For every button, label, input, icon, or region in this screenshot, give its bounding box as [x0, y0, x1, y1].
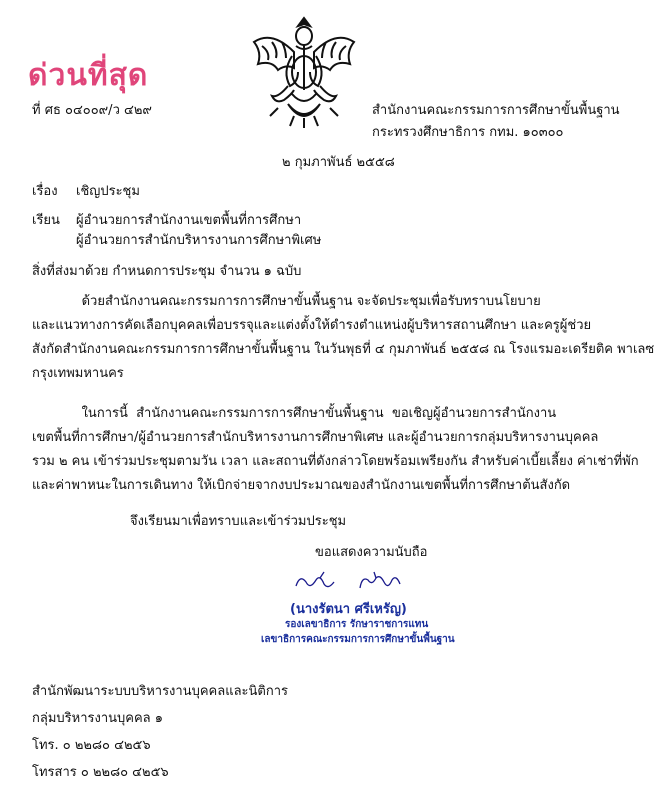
signatory-name: (นางรัตนา ศรีเหรัญ): [290, 602, 407, 617]
closing-request: จึงเรียนมาเพื่อทราบและเข้าร่วมประชุม: [130, 514, 347, 529]
footer-office: สำนักพัฒนาระบบบริหารงานบุคคลและนิติการ: [32, 684, 289, 699]
footer-phone: โทร. ๐ ๒๒๘๐ ๔๒๕๖: [32, 738, 151, 753]
footer-fax: โทรสาร ๐ ๒๒๘๐ ๔๒๕๖: [32, 765, 169, 780]
recipient-line-2: ผู้อำนวยการสำนักบริหารงานการศึกษาพิเศษ: [76, 233, 322, 248]
paragraph-line: และแนวทางการคัดเลือกบุคคลเพื่อบรรจุและแต่งตั้งให้ดำรงตำแหน่งผู้บริหารสถานศึกษา และครูผู้ช่วย: [32, 318, 592, 333]
enclosure-line: สิ่งที่ส่งมาด้วย กำหนดการประชุม จำนวน ๑ ฉบับ: [32, 264, 302, 279]
recipient-block: [32, 213, 321, 253]
agency-location: กระทรวงศึกษาธิการ กทม. ๑๐๓๐๐: [372, 125, 564, 140]
subject-text: เชิญประชุม: [76, 184, 140, 199]
contact-footer: [32, 684, 288, 792]
recipient-line-1: ผู้อำนวยการสำนักงานเขตพื้นที่การศึกษา: [76, 213, 302, 228]
recipient-label: เรียน: [32, 213, 60, 228]
urgency-stamp: ด่วนที่สุด: [28, 58, 149, 93]
document-date: ๒ กุมภาพันธ์ ๒๕๕๘: [282, 155, 395, 170]
agency-name: สำนักงานคณะกรรมการการศึกษาขั้นพื้นฐาน: [372, 103, 620, 118]
paragraph-line: รวม ๒ คน เข้าร่วมประชุมตามวัน เวลา และสถานที่ดังกล่าวโดยพร้อมเพรียงกัน สำหรับค่าเบี้ยเลี้ยง ค่าเช่าที่พัก: [32, 454, 639, 469]
subject-label: เรื่อง: [32, 184, 58, 199]
paragraph-line: และค่าพาหนะในการเดินทาง ให้เบิกจ่ายจากงบประมาณของสำนักงานเขตพื้นที่การศึกษาต้นสังกัด: [32, 478, 571, 493]
agency-address: [372, 103, 620, 147]
signatory-position-2: เลขาธิการคณะกรรมการการศึกษาขั้นพื้นฐาน: [261, 634, 455, 645]
subject-line: [32, 184, 140, 200]
paragraph-line: กรุงเทพมหานคร: [32, 366, 124, 381]
garuda-emblem: [248, 12, 360, 130]
paragraph-line: ในการนี้ สำนักงานคณะกรรมการการศึกษาขั้นพื้นฐาน ขอเชิญผู้อำนวยการสำนักงาน: [32, 406, 557, 421]
handwritten-signature: [290, 568, 440, 598]
paragraph-line: สังกัดสำนักงานคณะกรรมการการศึกษาขั้นพื้นฐาน ในวันพุธที่ ๔ กุมภาพันธ์ ๒๕๕๘ ณ โรงแรมอะเดรียติค พาเลซ: [32, 342, 655, 357]
document-number: ที่ ศธ ๐๔๐๐๙/ว ๔๒๙: [32, 103, 152, 118]
signatory-position-1: รองเลขาธิการ รักษาราชการแทน: [285, 619, 429, 630]
paragraph-line: เขตพื้นที่การศึกษา/ผู้อำนวยการสำนักบริหารงานการศึกษาพิเศษ และผู้อำนวยการกลุ่มบริหารงานบุคคล: [32, 430, 599, 445]
body-paragraph-1: [32, 294, 655, 390]
paragraph-line: ด้วยสำนักงานคณะกรรมการการศึกษาขั้นพื้นฐาน จะจัดประชุมเพื่อรับทราบนโยบาย: [32, 294, 541, 309]
body-paragraph-2: [32, 406, 642, 502]
closing-salutation: ขอแสดงความนับถือ: [315, 545, 428, 560]
footer-group: กลุ่มบริหารงานบุคคล ๑: [32, 711, 164, 726]
